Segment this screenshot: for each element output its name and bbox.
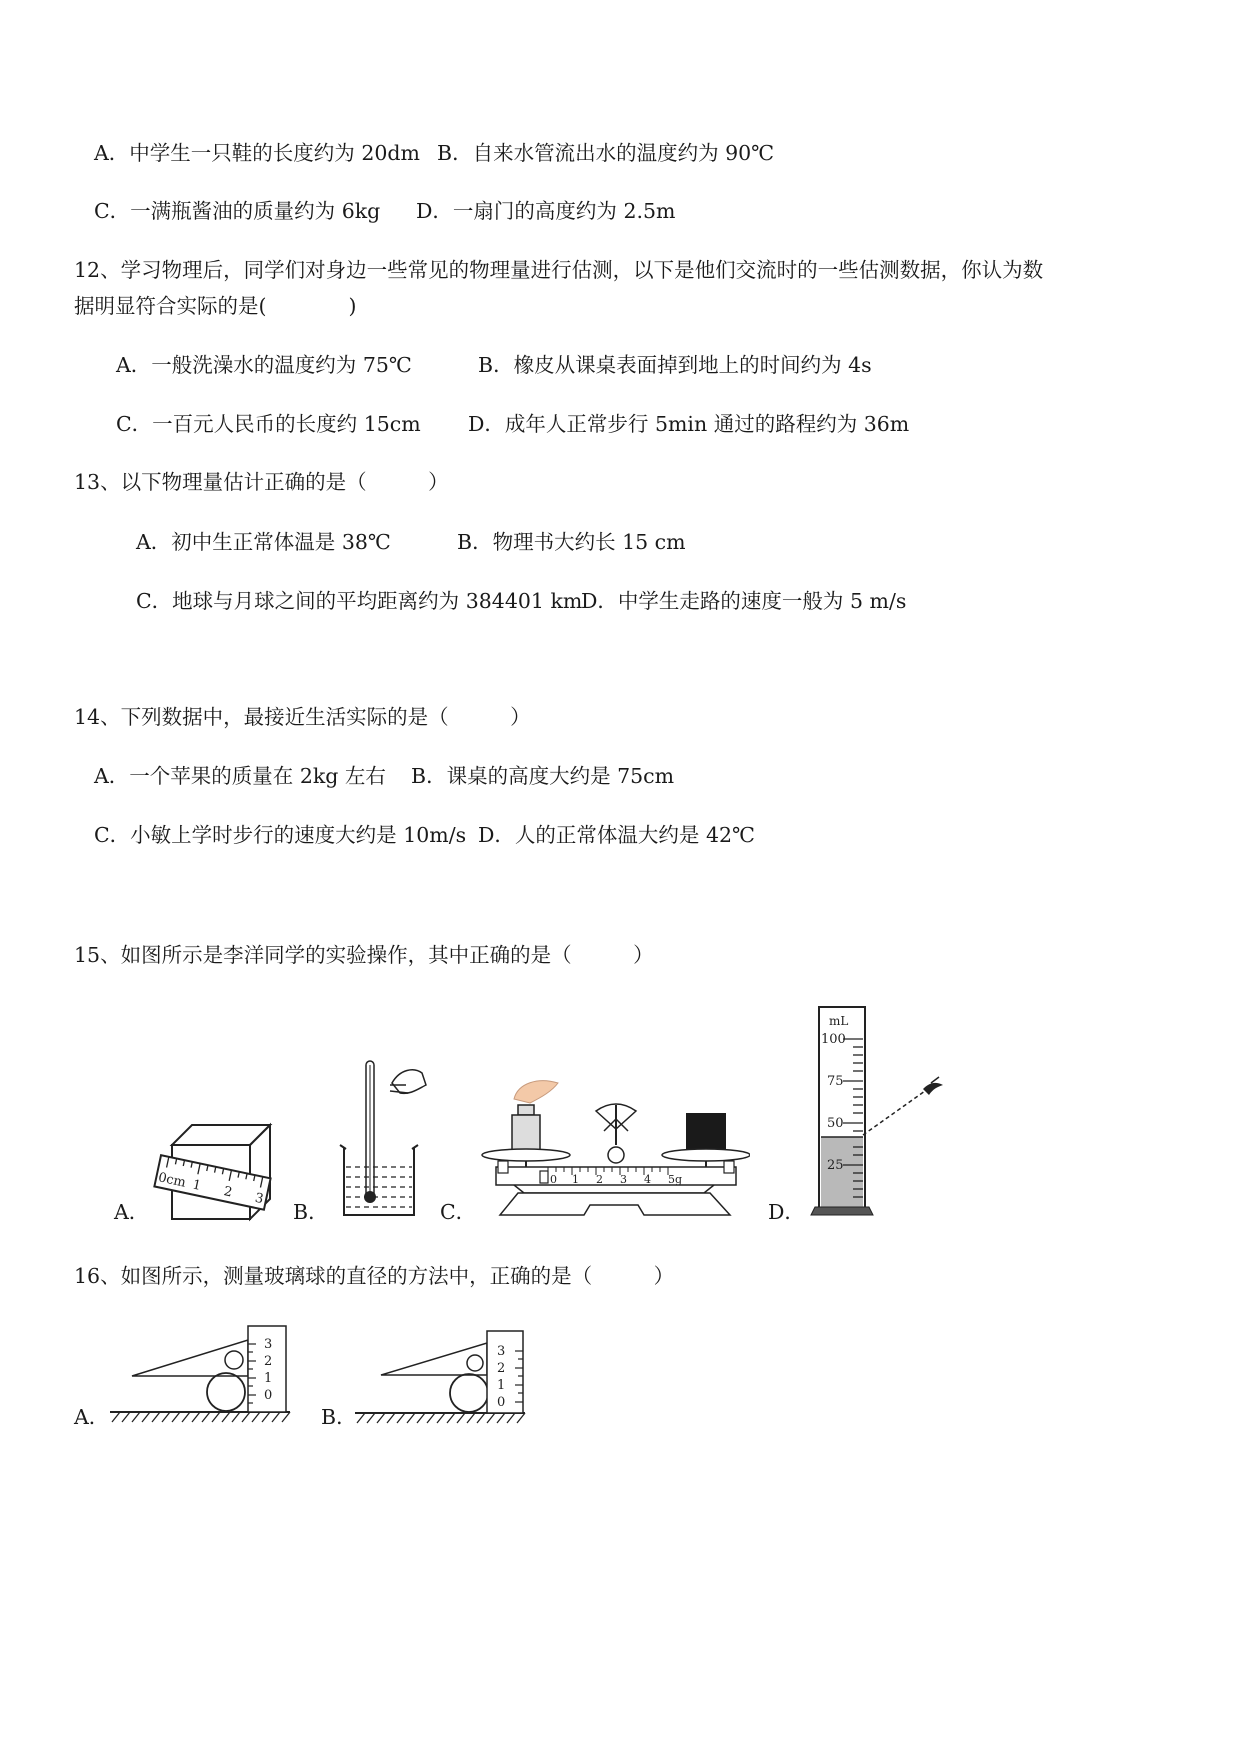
scale-a-tick-3: 3 — [264, 1337, 273, 1352]
balance-tick-0: 0 — [550, 1173, 557, 1186]
q15-label-a: A． — [114, 1200, 150, 1224]
scale-a-tick-2: 2 — [264, 1354, 273, 1369]
cylinder-tick-75: 75 — [827, 1074, 844, 1089]
q12-stem-line1: 12、学习物理后，同学们对身边一些常见的物理量进行估测，以下是他们交流时的一些估测数据，你认为数 — [74, 258, 1044, 282]
ruler-tick-1: 1 — [190, 1177, 203, 1194]
balance-tick-1: 1 — [572, 1173, 579, 1186]
q14-option-a: A．一个苹果的质量在 2kg 左右 — [94, 764, 386, 788]
scale-b-tick-3: 3 — [497, 1344, 506, 1359]
cylinder-tick-100: 100 — [821, 1032, 846, 1047]
balance-tick-3: 3 — [620, 1173, 627, 1186]
scale-b-tick-0: 0 — [497, 1395, 506, 1410]
cylinder-unit-label: mL — [829, 1014, 849, 1028]
ruler-tick-3: 3 — [253, 1190, 265, 1208]
q15-figure-c-balance — [478, 1075, 750, 1223]
q15-label-d: D． — [768, 1200, 805, 1224]
scale-b-tick-1: 1 — [497, 1378, 506, 1393]
cylinder-tick-25: 25 — [827, 1158, 844, 1173]
q13-option-a: A．初中生正常体温是 38℃ — [136, 530, 391, 554]
scale-a-tick-1: 1 — [264, 1371, 273, 1386]
balance-tick-4: 4 — [644, 1173, 651, 1186]
cylinder-tick-50: 50 — [827, 1116, 844, 1131]
q11-option-c: C．一满瓶酱油的质量约为 6kg — [94, 199, 381, 223]
q16-figure-b-ball-measure — [345, 1325, 530, 1425]
q11-option-a: A．中学生一只鞋的长度约为 20dm — [94, 141, 420, 165]
q12-option-c: C．一百元人民币的长度约 15cm — [116, 412, 421, 436]
q12-option-b: B．橡皮从课桌表面掉到地上的时间约为 4s — [478, 353, 872, 377]
ruler-tick-0: 0cm — [156, 1170, 188, 1191]
q16-label-b: B． — [321, 1405, 357, 1429]
q12-stem-line2: 据明显符合实际的是( ) — [74, 294, 357, 318]
q14-option-d: D．人的正常体温大约是 42℃ — [478, 823, 755, 847]
balance-tick-2: 2 — [596, 1173, 603, 1186]
q13-option-b: B．物理书大约长 15 cm — [457, 530, 686, 554]
q15-label-c: C． — [440, 1200, 477, 1224]
q16-label-a: A． — [74, 1405, 110, 1429]
q15-label-b: B． — [293, 1200, 329, 1224]
scale-a-tick-0: 0 — [264, 1388, 273, 1403]
q13-stem: 13、以下物理量估计正确的是（ ） — [74, 470, 449, 494]
balance-tick-5: 5g — [668, 1173, 683, 1186]
ruler-tick-2: 2 — [222, 1184, 234, 1201]
q15-figure-a-ruler-block — [150, 1115, 280, 1225]
q16-figure-a-ball-measure — [100, 1318, 295, 1426]
q15-stem: 15、如图所示是李洋同学的实验操作，其中正确的是（ ） — [74, 943, 654, 967]
q16-stem: 16、如图所示，测量玻璃球的直径的方法中，正确的是（ ） — [74, 1264, 675, 1288]
q14-option-c: C．小敏上学时步行的速度大约是 10m/s — [94, 823, 467, 847]
q15-figure-d-graduated-cylinder — [805, 1003, 950, 1221]
q13-option-d: D．中学生走路的速度一般为 5 m/s — [581, 589, 907, 613]
q11-option-d: D．一扇门的高度约为 2.5m — [416, 199, 676, 223]
q14-stem: 14、下列数据中，最接近生活实际的是（ ） — [74, 705, 531, 729]
q12-option-a: A．一般洗澡水的温度约为 75℃ — [116, 353, 412, 377]
q13-option-c: C．地球与月球之间的平均距离约为 384401 km — [136, 589, 583, 613]
q14-option-b: B．课桌的高度大约是 75cm — [411, 764, 675, 788]
q11-option-b: B．自来水管流出水的温度约为 90℃ — [437, 141, 775, 165]
scale-b-tick-2: 2 — [497, 1361, 506, 1376]
q12-option-d: D．成年人正常步行 5min 通过的路程约为 36m — [468, 412, 910, 436]
q15-figure-b-thermometer-beaker — [330, 1055, 430, 1223]
